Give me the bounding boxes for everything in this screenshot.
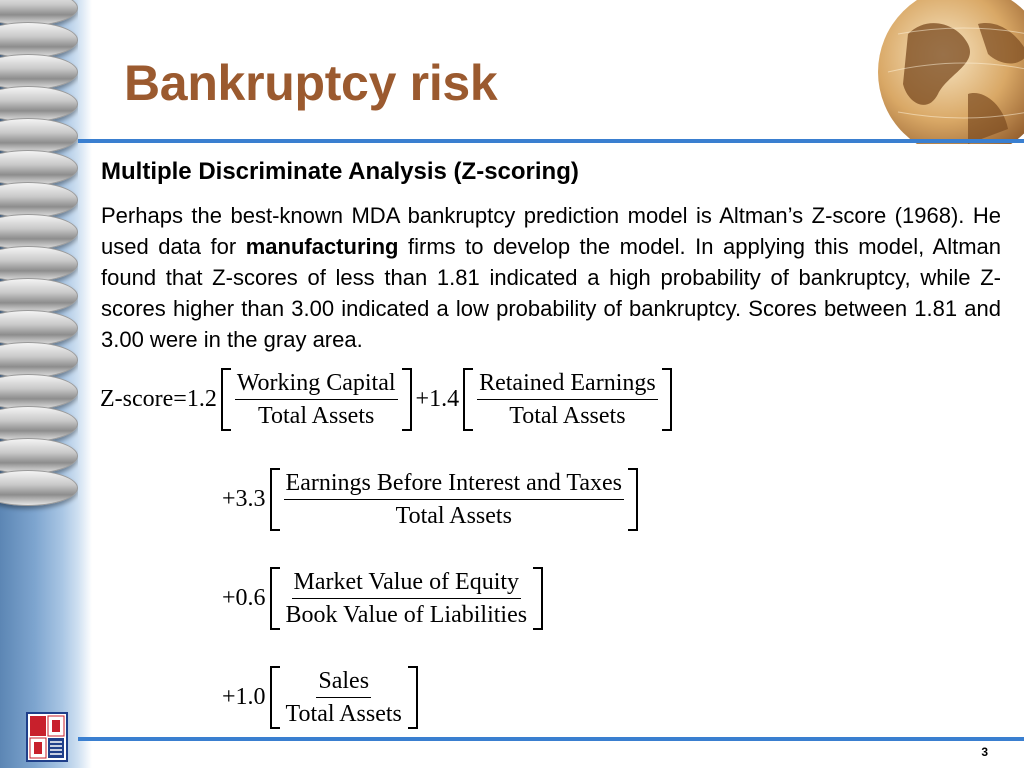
fraction-working-capital bbox=[235, 370, 398, 429]
formula-bracket bbox=[221, 370, 412, 429]
body-text-bold: manufacturing bbox=[245, 234, 399, 259]
formula-line-3 bbox=[222, 569, 543, 628]
page-title: Bankruptcy risk bbox=[124, 55, 498, 111]
fraction-numerator: Market Value of Equity bbox=[292, 569, 522, 599]
formula-bracket bbox=[270, 668, 418, 727]
formula-coefficient: +1.4 bbox=[415, 386, 460, 412]
page-number: 3 bbox=[981, 745, 988, 759]
formula-coefficient: +3.3 bbox=[222, 486, 266, 512]
fraction-market-value bbox=[284, 569, 530, 628]
formula-bracket bbox=[270, 569, 544, 628]
section-subtitle: Multiple Discriminate Analysis (Z-scoring) bbox=[101, 158, 579, 185]
formula-bracket bbox=[270, 470, 638, 529]
fraction-ebit bbox=[284, 470, 624, 529]
decorative-coin-stack-sidebar bbox=[0, 0, 78, 768]
globe-image bbox=[868, 0, 1024, 144]
sidebar-fade bbox=[78, 0, 92, 768]
university-logo-icon bbox=[26, 712, 68, 762]
formula-bracket bbox=[463, 370, 672, 429]
footer-rule bbox=[78, 737, 1024, 741]
fraction-numerator: Earnings Before Interest and Taxes bbox=[284, 470, 624, 500]
formula-line-2 bbox=[222, 470, 638, 529]
fraction-numerator: Retained Earnings bbox=[477, 370, 658, 400]
fraction-denominator: Total Assets bbox=[395, 503, 512, 529]
fraction-numerator: Working Capital bbox=[235, 370, 398, 400]
fraction-denominator: Total Assets bbox=[285, 701, 402, 727]
body-paragraph bbox=[101, 200, 1001, 355]
formula-coefficient: +0.6 bbox=[222, 585, 266, 611]
formula-lhs: Z-score=1.2 bbox=[100, 386, 217, 412]
formula-coefficient: +1.0 bbox=[222, 684, 266, 710]
fraction-denominator: Total Assets bbox=[258, 403, 375, 429]
fraction-denominator: Total Assets bbox=[509, 403, 626, 429]
formula-line-4 bbox=[222, 668, 418, 727]
fraction-numerator: Sales bbox=[316, 668, 371, 698]
formula-line-1 bbox=[100, 370, 672, 429]
title-rule bbox=[78, 139, 1024, 143]
fraction-denominator: Book Value of Liabilities bbox=[285, 602, 528, 628]
fraction-sales bbox=[284, 668, 404, 727]
fraction-retained-earnings bbox=[477, 370, 658, 429]
body-text-part1: Perhaps the best-known MDA bankruptcy prediction model is Altman’s Z-score (1968). He used data for bbox=[101, 203, 1001, 259]
body-text-part2: firms to develop the model. In applying this model, Altman found that Z-scores of less than 1.81 indicated a high probability of bankruptcy, while Z-scores higher than 3.00 indicated a low probability of bankruptcy. Scores between 1.81 and 3.00 were in the gray area. bbox=[101, 234, 1001, 352]
